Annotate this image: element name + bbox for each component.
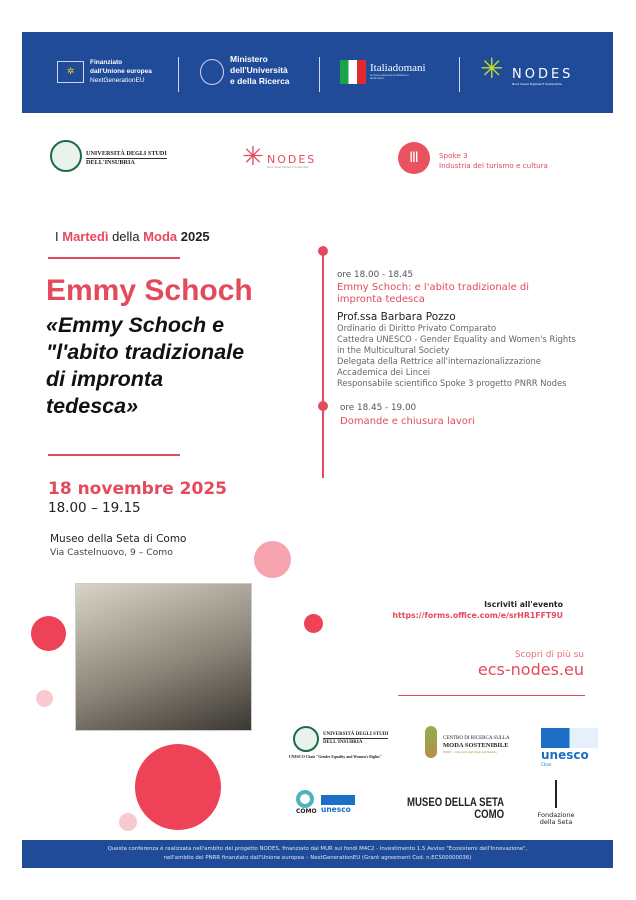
insubria-line2: DELL'INSUBRIA (86, 159, 135, 166)
eu-line1: Finanziato (90, 59, 123, 66)
series-martedi: Martedì (62, 229, 109, 244)
italiadomani-logo (370, 62, 426, 80)
speaker-role: Ordinario di Diritto Privato Comparato (337, 323, 497, 333)
fondazione-line1: Fondazione (537, 811, 575, 819)
title-line: "l'abito tradizionale (46, 340, 245, 364)
nodes-partner-logo (267, 153, 316, 169)
website-link[interactable]: ecs-nodes.eu (477, 660, 584, 679)
program-item (340, 403, 475, 427)
unesco-chair-logo (541, 728, 598, 767)
event-time: 18.00 – 19.15 (48, 500, 141, 516)
title-line: di impronta (46, 367, 164, 391)
funding-header (22, 32, 613, 113)
silk-thread-icon (555, 780, 557, 808)
unesco-temple-icon (541, 728, 598, 748)
nodes-logo (512, 67, 573, 86)
spoke-column-icon: Ⅲ (398, 142, 430, 174)
series-year: 2025 (177, 229, 210, 244)
moda-line3: INDEC - Università degli Studi dell'Insubria (443, 750, 497, 754)
register-link[interactable]: https://forms.office.com/e/srHR1FFT9U (392, 611, 563, 620)
register-label: Iscriviti all'evento (484, 600, 563, 609)
footer-note (22, 840, 613, 868)
moda-figure-icon (425, 726, 437, 758)
title-line: «Emmy Schoch e (46, 313, 225, 337)
discover-divider (398, 695, 585, 696)
footer-line1: Questa conferenza è realizzata nell'ambito del progetto NODES, finanziato dal MUR sui fondi M4C2 - Investimento 1.5 Avviso "Ecosistemi dell'Innovazione", (107, 846, 528, 852)
event-date: 18 novembre 2025 (48, 479, 227, 499)
series-della: della (108, 229, 144, 244)
venue-name: Museo della Seta di Como (50, 533, 187, 545)
mur-line3: e della Ricerca (230, 76, 290, 86)
series-prefix: I (55, 229, 63, 244)
program-time: ore 18.00 - 18.45 (337, 270, 414, 280)
insubria-bottom-line1: UNIVERSITÀ DEGLI STUDI (323, 732, 389, 737)
como-unesco-block (321, 795, 355, 814)
footer-line2: nell'ambito del PNRR finanziato dall'Unione europea – NextGenerationEU (Grant agreement Cod. n.ECS00000036) (163, 855, 472, 861)
spoke-label (439, 151, 548, 171)
eu-logo-text (90, 58, 152, 85)
museo-seta-logo (407, 796, 504, 820)
decor-circle (135, 744, 221, 830)
museo-line1: MUSEO DELLA SETA (407, 795, 505, 809)
decor-circle (254, 541, 291, 578)
insubria-seal-icon (293, 726, 319, 752)
program-title: Emmy Schoch: e l'abito tradizionale di impronta tedesca (337, 282, 530, 305)
title-line: tedesca» (46, 394, 139, 418)
unesco-temple-icon (321, 795, 355, 805)
speaker-role: Accademica dei Lincei (337, 367, 431, 377)
eu-line3: NextGenerationEU (90, 77, 145, 84)
series-title (55, 229, 210, 244)
como-name: COMO (296, 808, 317, 815)
series-moda: Moda (143, 229, 178, 244)
speaker-name: Emmy Schoch (46, 274, 253, 307)
eu-flag-icon: ✲ (57, 61, 84, 83)
speaker-role: Responsabile scientifico Spoke 3 progetto PNRR Nodes (337, 378, 567, 388)
unesco-sub: Chair (541, 762, 552, 767)
emmy-schoch-photo (75, 583, 252, 731)
mur-logo-text (230, 54, 290, 87)
timeline-line (322, 250, 324, 478)
spoke-line1: Spoke 3 (439, 151, 468, 160)
fondazione-line2: della Seta (539, 818, 573, 826)
nodes-partner-name: NODES (267, 153, 317, 166)
mur-line1: Ministero (230, 54, 268, 64)
nodes-name: NODES (512, 67, 574, 82)
como-c-icon (296, 790, 314, 808)
mur-line2: dell'Università (230, 65, 288, 75)
timeline-dot (318, 246, 328, 256)
insubria-logo (86, 150, 167, 167)
nodes-star-icon: ✳ (480, 52, 504, 85)
decor-circle (119, 813, 137, 831)
program-speaker: Prof.ssa Barbara Pozzo (337, 311, 456, 323)
moda-logo (443, 735, 510, 756)
decor-circle (31, 616, 66, 651)
como-unesco-logo (296, 790, 351, 815)
republic-emblem-icon (200, 59, 224, 85)
museo-line2: COMO (474, 807, 505, 821)
decor-circle (36, 690, 53, 707)
como-unesco-name: unesco (321, 805, 351, 814)
discover-block (478, 650, 584, 679)
unesco-name: unesco (541, 748, 589, 762)
italia-sub: PIANO NAZIONALE DI RIPRESA E RESILIENZA (370, 74, 409, 80)
insubria-bottom-line2: DELL'INSUBRIA (323, 740, 363, 745)
insubria-chair-caption: UNESCO Chair "Gender Equality and Women's Rights" (289, 755, 382, 759)
program-time: ore 18.45 - 19.00 (340, 403, 417, 413)
nodes-partner-sub: Nord Ovest Digitale E Sostenibile (267, 166, 309, 169)
decor-circle (304, 614, 323, 633)
spoke-line2: Industria del turismo e cultura (439, 161, 548, 170)
insubria-chair-logo (323, 731, 388, 746)
moda-line2: MODA SOSTENIBILE (443, 742, 509, 749)
program-title: Domande e chiusura lavori (340, 416, 475, 427)
divider-top (48, 257, 180, 259)
nodes-red-star-icon: ✳ (242, 142, 264, 172)
register-block (392, 599, 563, 621)
venue-address: Via Castelnuovo, 9 – Como (50, 547, 173, 558)
nodes-sub: Nord Ovest Digitale E Sostenibile (512, 82, 562, 86)
divider-bottom (48, 454, 180, 456)
insubria-seal-icon (50, 140, 82, 172)
fondazione-seta-logo (536, 780, 576, 826)
program-item (337, 270, 577, 389)
italia-name: Italiadomani (370, 62, 426, 74)
talk-title (46, 312, 244, 420)
timeline-dot (318, 401, 328, 411)
moda-line1: CENTRO DI RICERCA SULLA (443, 736, 510, 741)
speaker-role: Cattedra UNESCO - Gender Equality and Women's Rights in the Multicultural Society (337, 334, 576, 355)
italia-flag-icon (340, 60, 366, 84)
eu-line2: dall'Unione europea (90, 68, 152, 75)
insubria-line1: UNIVERSITÀ DEGLI STUDI (86, 150, 167, 157)
speaker-role: Delegata della Rettrice all'internazionalizzazione (337, 356, 541, 366)
discover-label: Scopri di più su (514, 650, 584, 660)
